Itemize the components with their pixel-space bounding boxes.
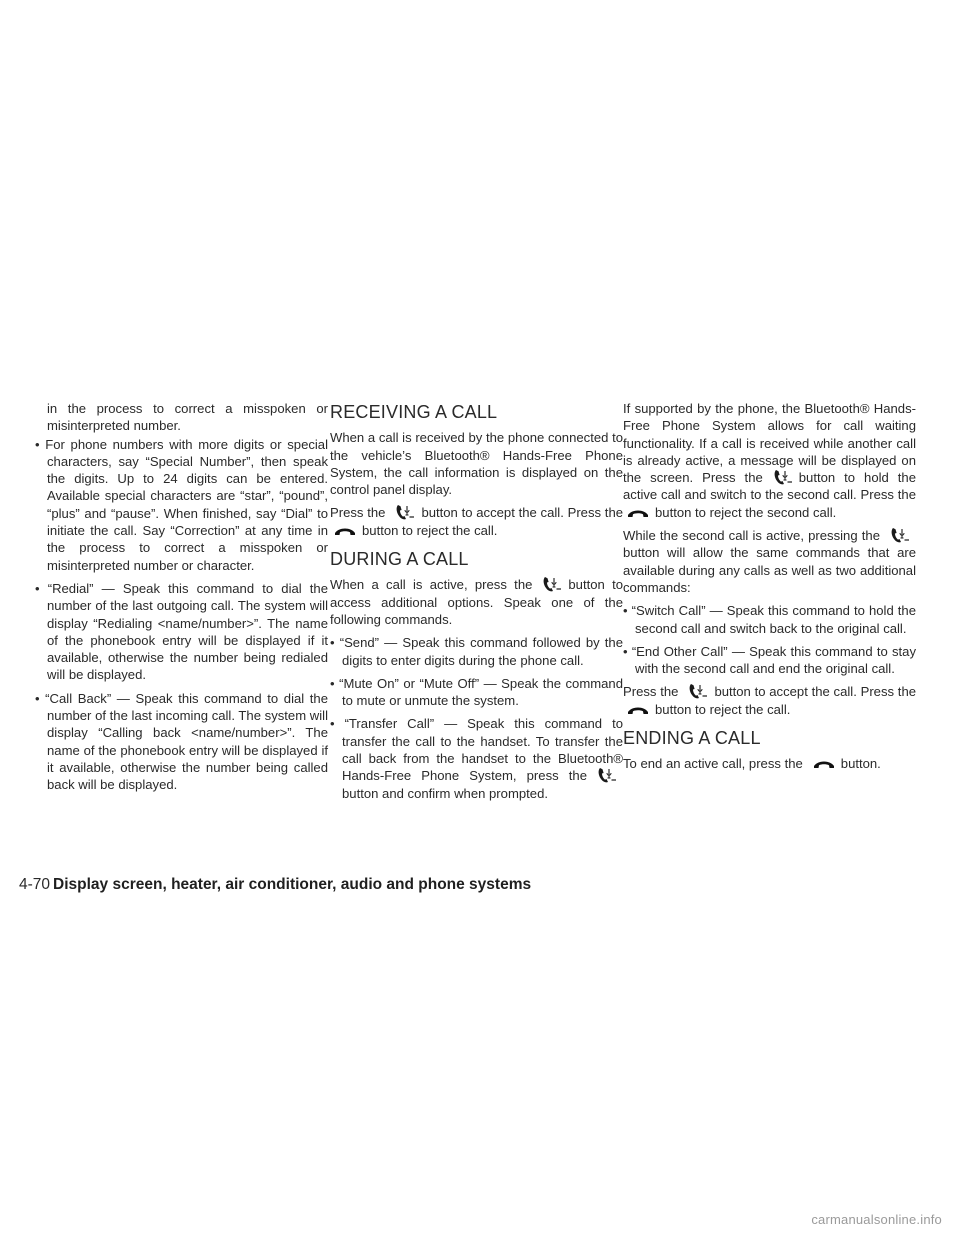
phone-talk-icon (597, 767, 617, 783)
paragraph-ending (623, 755, 916, 772)
phone-talk-icon (890, 527, 910, 543)
heading-ending-a-call: ENDING A CALL (623, 728, 761, 749)
paragraph-call-waiting (623, 400, 916, 521)
paragraph-press-accept-reject (330, 504, 623, 539)
phone-talk-icon (395, 504, 415, 520)
page-number: 4-70 (19, 876, 51, 893)
watermark-text: carmanualsonline.info (811, 1212, 942, 1227)
text-fragment: button. (840, 756, 881, 772)
text-fragment: Press the (330, 505, 386, 521)
phone-hangup-icon (334, 526, 356, 538)
text-fragment: Press the (623, 684, 679, 700)
paragraph-during (330, 576, 623, 628)
phone-talk-icon (773, 469, 793, 485)
text-fragment: If supported by the phone, the Bluetooth® Hands-Free Phone System allows for call waiting functionality. If a call is received while another call is already active, a message will be displayed on the screen. Press the (623, 401, 916, 486)
heading-receiving-a-call: RECEIVING A CALL (330, 402, 498, 422)
column-right (623, 400, 916, 779)
text-fragment: button to hold the active call and switch to the second call. Press the (623, 470, 916, 503)
heading-during-a-call: DURING A CALL (330, 549, 469, 570)
column-left (35, 400, 328, 800)
text-fragment: button to reject the second call. (655, 504, 837, 520)
paragraph-press-accept-reject (623, 683, 916, 718)
phone-hangup-icon (627, 508, 649, 520)
text-fragment: button to reject the call. (362, 522, 498, 538)
bullet-switch-call: • “Switch Call” — Speak this command to hold the second call and switch back to the original call. (623, 603, 916, 636)
text-fragment: button to accept the call. Press the (421, 505, 624, 521)
text-fragment: While the second call is active, pressing the (623, 528, 880, 544)
text-fragment: button and confirm when prompted. (342, 785, 548, 801)
paragraph-receiving: When a call is received by the phone connected to the vehicle’s Bluetooth® Hands-Free Phone System, the call information is displayed on the control panel display. (330, 430, 623, 498)
bullet-transfer-call (330, 715, 623, 801)
bullet-call-back: • “Call Back” — Speak this command to dial the number of the last incoming call. The system will display “Calling back <name/number>”. The name of the phonebook entry will be displayed if it available, otherwise the number being called back will be displayed. (35, 690, 328, 793)
text-fragment: button to reject the call. (655, 701, 791, 717)
text-fragment: To end an active call, press the (623, 756, 803, 772)
page-footer (19, 876, 531, 894)
bullet-special-number: • For phone numbers with more digits or special characters, say “Special Number”, then speak the digits. Up to 24 digits can be entered. Available special characters are “star”, “pound”, “plus” and “pause”. When finished, say “Dial” to initiate the call. Say “Correction” at any time in the process to correct a misspoken or misinterpreted number or character. (35, 436, 328, 573)
bullet-end-other-call: • “End Other Call” — Speak this command to stay with the second call and end the original call. (623, 643, 916, 677)
column-middle (330, 404, 623, 808)
phone-hangup-icon (813, 759, 835, 771)
bullet-redial: • “Redial” — Speak this command to dial the number of the last outgoing call. The system will display “Redialing <name/number>”. The name of the phonebook entry will be displayed if it available, otherwise the number being redialed will be displayed. (35, 580, 328, 683)
text-fragment: • “Transfer Call” — Speak this command to transfer the call to the handset. To transfer the call back from the handset to the Bluetooth® Hands-Free Phone System, press the (330, 716, 623, 784)
paragraph-continuation: in the process to correct a misspoken or misinterpreted number. (47, 401, 328, 434)
text-fragment: button to accept the call. Press the (714, 684, 917, 700)
text-fragment: button will allow the same commands that are available during any calls as well as two additional commands: (623, 545, 916, 595)
text-fragment: When a call is active, press the (330, 577, 533, 593)
paragraph-second-call (623, 527, 916, 596)
phone-talk-icon (542, 576, 562, 592)
phone-hangup-icon (627, 705, 649, 717)
text-fragment: button to access additional options. Speak one of the following commands. (330, 577, 624, 627)
section-title: Display screen, heater, air conditioner, audio and phone systems (53, 876, 532, 893)
bullet-send: • “Send” — Speak this command followed by the digits to enter digits during the phone call. (330, 635, 623, 668)
bullet-mute: • “Mute On” or “Mute Off” — Speak the command to mute or unmute the system. (330, 675, 623, 709)
phone-talk-icon (688, 683, 708, 699)
